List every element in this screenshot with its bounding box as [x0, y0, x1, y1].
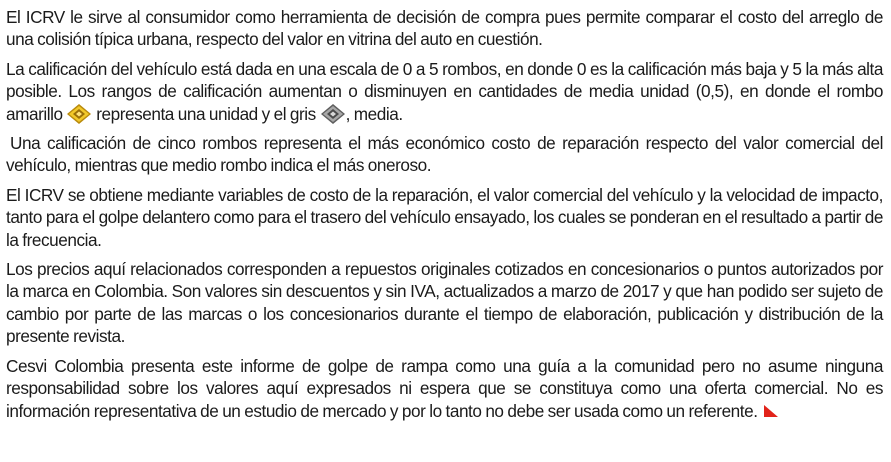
- paragraph-icrv-purpose: El ICRV le sirve al consumidor como herramienta de decisión de compra pues permite comparar el costo del arreglo de una colisión típica urbana, respecto del valor en vitrina del auto en cuestión.: [6, 7, 883, 50]
- paragraph-five-rhombus-meaning: Una calificación de cinco rombos representa el más económico costo de reparación respecto del valor comercial del vehículo, mientras que medio rombo indica el más oneroso.: [6, 133, 883, 176]
- disclaimer-text: Cesvi Colombia presenta este informe de golpe de rampa como una guía a la comunidad pero no asume ninguna responsabilidad sobre los valores aquí expresados ni espera que se constituya como una oferta comercial. No es información representativa de un estudio de mercado y por lo tanto no debe ser usada como un referente.: [6, 355, 883, 421]
- gray-rhombus-icon: [321, 104, 345, 124]
- red-triangle-end-mark-icon: [763, 404, 779, 418]
- paragraph-disclaimer: [6, 355, 883, 422]
- rating-scale-text-between: representa una unidad y el gris: [96, 103, 316, 124]
- paragraph-rating-scale: [6, 58, 883, 125]
- yellow-rhombus-icon: [67, 104, 91, 124]
- paragraph-icrv-calculation: El ICRV se obtiene mediante variables de costo de la reparación, el valor comercial del vehículo y la velocidad de impacto, tanto para el golpe delantero como para el trasero del vehículo ensayado, los cuales se ponderan en el resultado a partir de la frecuencia.: [6, 184, 883, 250]
- paragraph-prices-note: Los precios aquí relacionados corresponden a repuestos originales cotizados en concesionarios o puntos autorizados por la marca en Colombia. Son valores sin descuentos y sin IVA, actualizados a marzo de 2017 y que han podido ser sujeto de cambio por parte de las marcas o los concesionarios durante el tiempo de elaboración, publicación y distribución de la presente revista.: [6, 259, 883, 347]
- rating-scale-text-after: , media.: [345, 103, 403, 124]
- rating-scale-text-before: La calificación del vehículo está dada en una escala de 0 a 5 rombos, en donde 0 es la calificación más baja y 5 la más alta posible. Los rangos de calificación aumentan o disminuyen en cantidades de media unidad (0,5), en donde el rombo amarillo: [6, 58, 883, 124]
